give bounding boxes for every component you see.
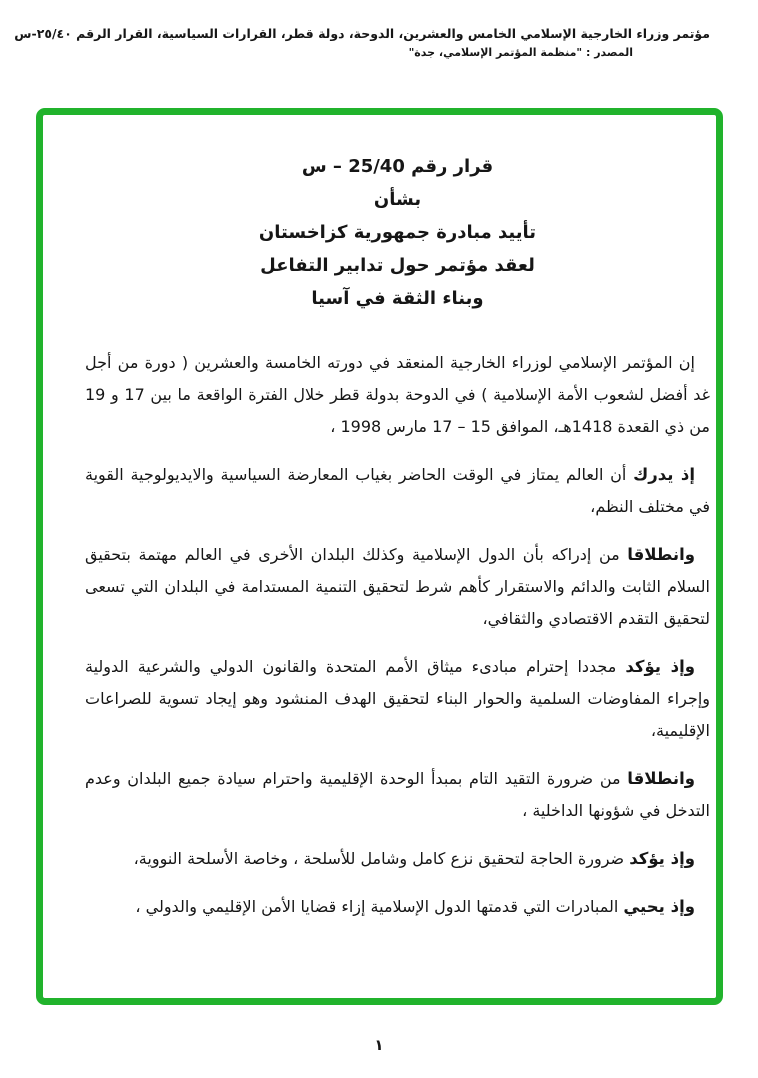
paragraph-text: المبادرات التي قدمتها الدول الإسلامية إزاء قضايا الأمن الإقليمي والدولي ، (135, 897, 624, 916)
paragraph-text: أن العالم يمتاز في الوقت الحاضر بغياب المعارضة السياسية والايديولوجية القوية في مختلف النظم، (85, 465, 710, 516)
paragraph-text: من ضرورة التقيد التام بمبدأ الوحدة الإقليمية واحترام سيادة جميع البلدان وعدم التدخل في شؤونها الداخلية ، (85, 769, 710, 820)
title-subject-line2: لعقد مؤتمر حول تدابير التفاعل (260, 255, 535, 276)
paragraph-recognizing (85, 459, 710, 523)
title-subject-line1: تأييد مبادرة جمهورية كزاخستان (258, 222, 537, 243)
paragraph-preamble (85, 347, 710, 443)
resolution-number-title: قرار رقم 25/40 – س (301, 156, 494, 177)
paragraph-saluting-initiatives (85, 891, 710, 923)
paragraph-lead: وإذ يؤكد (625, 657, 696, 676)
document-body (43, 115, 716, 998)
paragraph-text: مجددا إحترام مبادىء ميثاق الأمم المتحدة والقانون الدولي والشرعية الدولية وإجراء المفاوضات السلمية والحوار البناء لتحقيق الهدف المنشود وهو إيجاد تسوية للصراعات الإقليمية، (85, 657, 710, 740)
paragraph-lead: وانطلاقا (627, 769, 695, 788)
paragraph-text: إن المؤتمر الإسلامي لوزراء الخارجية المنعقد في دورته الخامسة والعشرين ( دورة من أجل غد أفضل لشعوب الأمة الإسلامية ) في الدوحة بدولة قطر خلال الفترة الواقعة ما بين 17 و 19 من ذي القعدة 1418هـ، الموافق 15 – 17 مارس 1998 ، (85, 353, 710, 436)
paragraph-text: ضرورة الحاجة لتحقيق نزع كامل وشامل للأسلحة ، وخاصة الأسلحة النووية، (133, 849, 630, 868)
paragraph-proceeding-necessity (85, 763, 710, 827)
paragraph-lead: وإذ يحيي (623, 897, 695, 916)
paragraph-text: من إدراكه بأن الدول الإسلامية وكذلك البلدان الأخرى في العالم مهتمة بتحقيق السلام الثابت والدائم والاستقرار كأهم شرط لتحقيق التنمية المستدامة في البلدان التي تسعى لتحقيق التقدم الاقتصادي والثقافي، (85, 545, 710, 628)
title-subject-line3: وبناء الثقة في آسيا (311, 288, 484, 309)
header-source-line: مؤتمر وزراء الخارجية الإسلامي الخامس والعشرين، الدوحة، دولة قطر، القرارات السياسية، القرار الرقم ٢٥/٤٠-س (14, 26, 710, 41)
paragraph-reaffirming (85, 651, 710, 747)
paragraph-proceeding-awareness (85, 539, 710, 635)
document-green-frame (36, 108, 723, 1005)
page-number: ١ (374, 1036, 384, 1054)
paragraph-lead: إذ يدرك (633, 465, 695, 484)
title-regarding: بشأن (373, 189, 422, 210)
paragraph-lead: وانطلاقا (627, 545, 695, 564)
paragraph-lead: وإذ يؤكد (629, 849, 695, 868)
resolution-title-block (85, 150, 710, 315)
paragraph-stressing-disarmament (85, 843, 710, 875)
header-source-attribution: المصدر : "منظمة المؤتمر الإسلامي، جدة" (408, 46, 633, 59)
document-header (14, 26, 710, 59)
